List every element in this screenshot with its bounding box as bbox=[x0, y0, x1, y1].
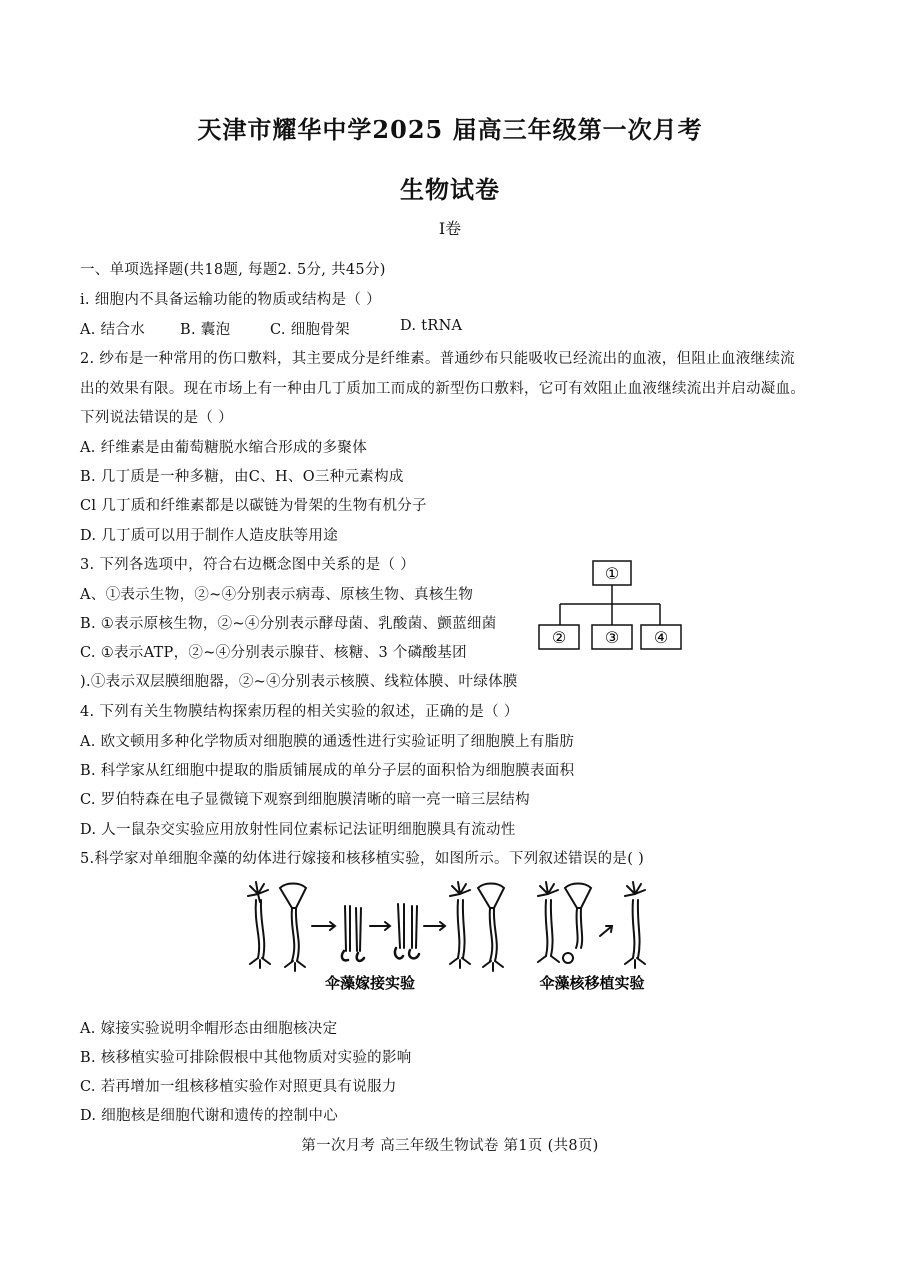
section-heading: 一、单项选择题(共18题, 每题2. 5分, 共45分) bbox=[80, 262, 386, 278]
question-3-stem: 3. 下列各选项中，符合右边概念图中关系的是（ ） bbox=[80, 557, 416, 573]
page-footer: 第一次月考 高三年级生物试卷 第1页 (共8页) bbox=[301, 1138, 599, 1154]
question-5-option-a: A. 嫁接实验说明伞帽形态由细胞核决定 bbox=[80, 1021, 338, 1037]
question-2-option-d: D. 几丁质可以用于制作人造皮肤等用途 bbox=[80, 528, 339, 544]
concept-diagram bbox=[530, 555, 690, 655]
question-4-option-b: B. 科学家从红细胞中提取的脂质铺展成的单分子层的面积恰为细胞膜表面积 bbox=[80, 763, 575, 779]
question-2-stem-line-2: 出的效果有限。现在市场上有一种由几丁质加工而成的新型伤口敷料，它可有效阻止血液继续流出并启动凝血。 bbox=[80, 381, 806, 397]
question-1-stem: i. 细胞内不具备运输功能的物质或结构是（ ） bbox=[80, 292, 381, 308]
concept-node-root-label: ① bbox=[604, 564, 620, 583]
volume-label: I卷 bbox=[438, 219, 462, 238]
question-2-stem-line-1: 2. 纱布是一种常用的伤口敷料，其主要成分是纤维素。普通纱布只能吸收已经流出的血液，但阻止血液继续流 bbox=[80, 351, 795, 367]
concept-node-2-label: ② bbox=[551, 628, 567, 647]
question-2-option-c: Cl 几丁质和纤维素都是以碳链为骨架的生物有机分子 bbox=[80, 498, 427, 514]
question-4-stem: 4. 下列有关生物膜结构探索历程的相关实验的叙述，正确的是（ ） bbox=[80, 704, 519, 720]
question-2-stem-line-3: 下列说法错误的是（ ） bbox=[80, 410, 233, 426]
exam-title: 天津市耀华中学2025 届高三年级第一次月考 bbox=[197, 115, 703, 144]
question-2-option-a: A. 纤维素是由葡萄糖脱水缩合形成的多聚体 bbox=[80, 440, 367, 456]
question-5-option-d: D. 细胞核是细胞代谢和遗传的控制中心 bbox=[80, 1108, 339, 1124]
question-4-option-a: A. 欧文顿用多种化学物质对细胞膜的通透性进行实验证明了细胞膜上有脂肪 bbox=[80, 734, 575, 750]
question-5-stem: 5.科学家对单细胞伞藻的幼体进行嫁接和核移植实验，如图所示。下列叙述错误的是( ) bbox=[80, 851, 645, 867]
question-3-option-b: B. ①表示原核生物，②~④分别表示酵母菌、乳酸菌、颤蓝细菌 bbox=[80, 616, 497, 632]
question-4-option-d: D. 人一鼠杂交实验应用放射性同位素标记法证明细胞膜具有流动性 bbox=[80, 822, 516, 838]
question-3-option-a: A、①表示生物，②~④分别表示病毒、原核生物、真核生物 bbox=[80, 587, 474, 603]
grafting-caption: 伞藻嫁接实验 bbox=[324, 974, 416, 992]
question-1-option-b: B. 囊泡 bbox=[180, 322, 231, 338]
question-2-option-b: B. 几丁质是一种多糖，由C、H、O三种元素构成 bbox=[80, 469, 404, 485]
nucleus-transplant-caption: 伞藻核移植实验 bbox=[539, 974, 645, 992]
exam-subtitle: 生物试卷 bbox=[400, 175, 500, 204]
question-3-option-c: C. ①表示ATP，②~④分别表示腺苷、核糖、3 个磷酸基团 bbox=[80, 645, 467, 661]
concept-node-3-label: ③ bbox=[604, 628, 620, 647]
concept-node-4-label: ④ bbox=[653, 628, 669, 647]
acetabularia-figure bbox=[240, 876, 660, 996]
question-3-option-d: ).①表示双层膜细胞器，②~④分别表示核膜、线粒体膜、叶绿体膜 bbox=[80, 674, 518, 690]
question-1-option-a: A. 结合水 bbox=[80, 322, 145, 338]
question-1-option-d: D. tRNA bbox=[400, 318, 463, 334]
question-5-option-c: C. 若再增加一组核移植实验作对照更具有说服力 bbox=[80, 1079, 397, 1095]
question-4-option-c: C. 罗伯特森在电子显微镜下观察到细胞膜清晰的暗一亮一暗三层结构 bbox=[80, 792, 530, 808]
question-1-option-c: C. 细胞骨架 bbox=[270, 322, 350, 338]
question-5-option-b: B. 核移植实验可排除假根中其他物质对实验的影响 bbox=[80, 1050, 412, 1066]
